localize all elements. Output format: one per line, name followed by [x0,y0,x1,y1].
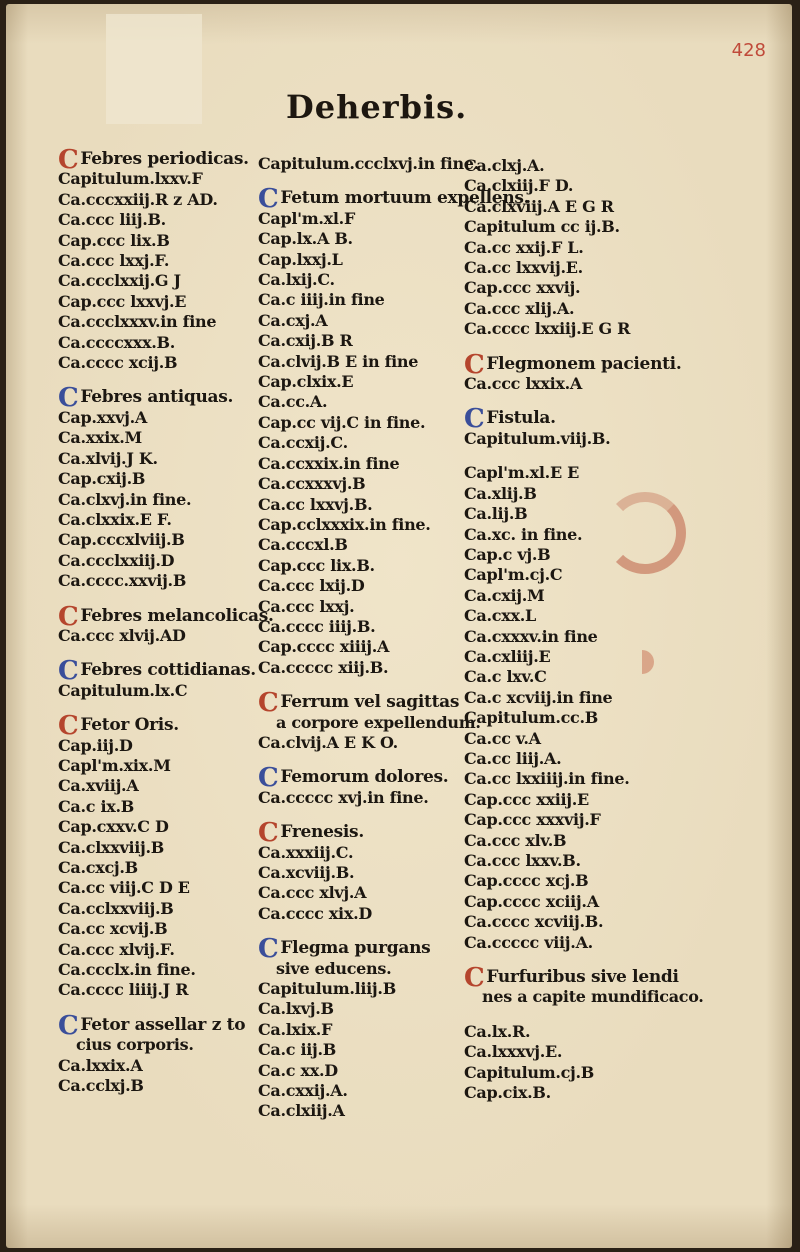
entry-text: Ca.xviij.A [58,776,139,796]
entry-reference [258,1101,463,1121]
entry-text: Ca.cc liij.A. [464,748,562,768]
entry-text: Cap.cc vij.C in fine. [258,412,426,432]
entry-reference [464,667,664,687]
entry-reference [258,1061,463,1081]
entry-reference [58,510,258,530]
entry-text: Cap.ccc lix.B. [258,555,375,575]
entry-reference [464,627,664,647]
entry-reference [258,311,463,331]
entry-text: Ca.ccclx.in fine. [58,960,196,980]
index-entry [258,818,463,924]
entry-reference [258,1020,463,1040]
entry-text: Ca.ccc xlv.B [464,830,567,850]
entry-text: Ca.ccclxxij.G J [58,271,181,291]
entry-text: Cap.ccc xxiij.E [464,789,589,809]
entry-text: Ca.xxxiij.C. [258,842,354,862]
entry-reference [58,408,258,428]
entry-reference [464,217,664,237]
entry-reference [464,463,664,483]
entry-text: sive educens. [276,958,392,978]
entry-reference [464,525,664,545]
entry-text: Febres periodicas. [80,149,249,169]
entry-text: Ca.cccc xcij.B [58,353,178,373]
entry-text: Cap.iij.D [58,735,133,755]
entry-reference [258,154,479,174]
entry-text: Ca.cxj.A [258,310,328,330]
entry-heading [58,601,274,632]
entry-text: Ca.ccc xlvij.AD [58,625,186,645]
entry-heading [258,763,463,794]
entry-text: Ca.clvij.B E in fine [258,351,419,371]
entry-reference [464,647,664,667]
entry-text: Cap.cccc xcj.B [464,871,589,891]
entry-reference [464,851,664,871]
entry-text: Ca.xlij.B [464,483,537,503]
entry-text: Ca.cc xcvij.B [58,919,168,939]
entry-text: Ca.cc lxxiiij.in fine. [464,769,630,789]
entry-reference [58,756,258,776]
entry-text: Ca.cccc lxxiij.E G R [464,319,631,339]
entry-text: Capl'm.xl.E E [464,463,580,483]
entry-text: Furfuribus sive lendi [486,967,679,988]
entry-reference [464,688,664,708]
entry-text: Ferrum vel sagittas [280,692,460,713]
index-entry [464,349,682,395]
entry-reference [258,637,463,657]
index-entry [258,934,463,1122]
entry-reference [464,565,664,585]
entry-heading [258,818,463,849]
entry-text: Ca.lxxix.A [58,1055,143,1075]
entry-text: Ca.cccxxiij.R z AD. [58,189,218,209]
index-entry [58,601,274,647]
entry-text: a corpore expellendum. [276,712,481,732]
entry-reference [58,271,258,291]
entry-reference [58,878,258,898]
rubric-pilcrow-icon: C [58,145,79,175]
index-entry [58,711,258,1001]
entry-text: Ca.ccxij.C. [258,433,348,453]
index-entry [58,383,258,591]
entry-reference [464,708,664,728]
entry-reference [258,883,463,903]
entry-text: Cap.lx.A B. [258,229,353,249]
entry-text: Capitulum cc ij.B. [464,217,620,237]
entry-heading [258,934,463,965]
entry-text: Ca.clxxviij.B [58,837,165,857]
entry-text: Ca.cxliij.E [464,646,551,666]
entry-reference [58,736,258,756]
entry-reference [464,729,664,749]
entry-reference [464,374,664,394]
entry-text: Cap.xxvj.A [58,407,148,427]
entry-text: Cap.clxix.E [258,372,354,392]
entry-text: Ca.xcviij.B. [258,863,355,882]
entry-reference [258,331,463,351]
entry-text: Fetum mortuum expellens. [280,188,530,209]
entry-reference [58,797,258,817]
entry-reference [258,392,463,412]
entry-reference [58,490,258,510]
entry-text: Cap.cccc xiiij.A [258,637,390,657]
entry-reference [58,190,258,210]
entry-text: Cap.ccc xxvij. [464,278,581,298]
entry-reference [58,530,258,550]
entry-text: Cap.cclxxxix.in fine. [258,514,431,534]
entry-reference [464,504,664,524]
entry-text: Ca.c iiij.in fine [258,290,385,310]
entry-text: Ca.lxix.F [258,1019,333,1039]
entry-heading [58,383,258,414]
entry-reference [58,169,258,189]
entry-text: Ca.cclxj.B [58,1076,144,1096]
entry-reference [258,788,463,808]
entry-text: Ca.cc lxxvij.E. [464,258,583,278]
entry-heading [58,1010,258,1041]
entry-text: Ca.cc xxij.F L. [464,237,584,257]
entry-text: Ca.clxiij.A [258,1101,345,1121]
index-column-3 [464,156,704,1117]
entry-text: Ca.lxvj.B [258,999,334,1019]
entry-text: Ca.ccccc xvj.in fine. [258,787,429,807]
entry-text: Ca.ccc xlvij.F. [58,939,175,959]
entry-reference [464,1022,664,1042]
entry-reference [464,606,664,626]
entry-text: Febres cottidianas. [80,660,256,681]
entry-text: Ca.xlvij.J K. [58,448,158,468]
entry-reference [258,352,463,372]
entry-reference [464,429,664,449]
entry-reference [58,333,258,353]
entry-text: Ca.ccc xlvj.A [258,883,367,903]
entry-text: Ca.clvij.A E K O. [258,732,398,752]
entry-text: Capitulum.lxxv.F [58,169,203,189]
entry-text: Flegma purgans [280,938,431,959]
entry-text: Ca.ccc lxij.D [258,576,365,596]
index-entry [58,1010,258,1097]
entry-reference [258,712,481,733]
entry-reference [464,987,704,1007]
page-title: Deherbis. [286,88,468,126]
entry-reference [58,292,258,312]
entry-text: Ca.cc v.A [464,728,541,748]
entry-reference [58,838,258,858]
entry-reference [58,980,258,1000]
entry-text: Capl'm.xl.F [258,208,356,228]
entry-text: Cap.ccc xxxvij.F [464,810,601,830]
entry-text: Ca.cc.A. [258,392,328,412]
entry-text: Ca.c iij.B [258,1040,337,1060]
entry-reference [258,999,463,1019]
entry-reference [58,1076,258,1096]
entry-reference [258,495,463,515]
index-entry [464,463,664,953]
entry-reference [258,658,463,678]
rubric-pilcrow-icon: C [58,711,79,742]
entry-text: Ca.ccclxxiij.D [58,550,175,570]
entry-text: Ca.cxx.L [464,606,536,626]
entry-reference [258,209,463,229]
entry-reference [258,515,463,535]
entry-reference [258,979,463,999]
rubric-pilcrow-icon: C [58,656,79,687]
entry-reference [258,959,463,979]
manuscript-page [6,4,792,1248]
entry-text: Ca.cccc liiij.J R [58,980,189,1000]
entry-reference [258,863,463,883]
entry-text: Ca.ccc lxxj. [258,596,355,616]
entry-text: Ca.cccxl.B [258,535,348,555]
entry-reference [58,919,258,939]
entry-reference [258,474,463,494]
entry-text: Frenesis. [280,822,364,843]
entry-reference [58,817,258,837]
entry-text: Ca.lxxxvj.E. [464,1042,563,1062]
entry-reference [58,571,258,591]
entry-reference [58,428,258,448]
entry-text: Cap.cix.B. [464,1083,551,1103]
entry-reference [464,831,664,851]
entry-reference [464,238,664,258]
entry-text: Capitulum.liij.B [258,979,396,999]
entry-text: Capl'm.xix.M [58,755,171,775]
entry-reference [258,372,463,392]
entry-text: Capitulum.cj.B [464,1062,595,1082]
entry-text: Cap.ccc lxxvj.E [58,291,187,311]
entry-reference [258,1081,463,1101]
entry-text: Ca.ccc lxxix.A [464,374,583,394]
entry-text: Ca.lij.B [464,504,528,524]
rubric-pilcrow-icon: C [258,688,279,719]
entry-text: Ca.lx.R. [464,1021,531,1041]
entry-text: Cap.lxxj.L [258,249,343,269]
index-entry [258,688,481,753]
entry-text: Ca.ccc xlij.A. [464,298,575,318]
entry-text: Ca.ccc lxxv.B. [464,851,581,870]
entry-reference [464,319,664,339]
index-entry [58,656,258,701]
entry-text: Fetor assellar z to [80,1014,246,1035]
entry-reference [258,556,463,576]
entry-text: Ca.lxij.C. [258,270,335,290]
paper-tab [106,14,202,124]
entry-reference [58,858,258,878]
entry-reference [464,197,664,217]
entry-text: Ca.cc viij.C D E [58,878,190,898]
entry-reference [258,290,463,310]
entry-reference [464,790,664,810]
entry-reference [258,1040,463,1060]
entry-reference [464,258,664,278]
entry-text: Ca.clxiij.F D. [464,176,574,196]
entry-reference [464,545,664,565]
entry-reference [464,156,664,176]
entry-text: Flegmonem pacienti. [486,353,682,374]
entry-text: Ca.cxij.M [464,585,545,605]
entry-reference [464,484,664,504]
entry-reference [258,535,463,555]
index-entry [464,404,664,449]
entry-reference [58,551,258,571]
entry-text: Cap.cccxlviij.B [58,530,185,550]
index-column-1 [58,145,274,1110]
entry-reference [258,413,463,433]
entry-reference [464,1042,664,1062]
entry-reference [258,904,463,924]
entry-reference [58,312,258,332]
entry-reference [58,251,258,271]
entry-text: Ca.clxxix.E F. [58,509,172,529]
entry-reference [258,576,463,596]
entry-heading [464,349,682,380]
entry-reference [58,210,258,230]
folio-number: 428 [731,40,766,61]
rubric-pilcrow-icon: C [258,184,279,215]
entry-text: Ca.ccccc xiij.B. [258,657,389,677]
entry-text: Cap.cxxv.C D [58,817,169,837]
entry-heading [464,404,664,435]
entry-text: Ca.ccc lxxj.F. [58,251,170,271]
entry-text: Ca.cccc xix.D [258,903,372,923]
entry-text: Ca.c xcviij.in fine [464,687,613,707]
entry-reference [258,433,463,453]
entry-text: Ca.clxvj.in fine. [58,489,192,509]
entry-text: Capitulum.ccclxvj.in fine. [258,154,479,173]
entry-reference [464,299,664,319]
entry-reference [58,449,258,469]
entry-text: Fistula. [486,408,556,429]
entry-text: Ca.ccclxxxv.in fine [58,312,217,332]
entry-reference [258,617,463,637]
entry-text: Ca.c xx.D [258,1060,338,1080]
entry-reference [58,1035,258,1055]
rubric-pilcrow-icon: C [464,963,485,994]
index-entry [258,154,479,174]
entry-heading [258,184,530,215]
entry-text: Ca.cccc iiij.B. [258,616,376,636]
entry-text: Fetor Oris. [80,715,179,736]
entry-text: Ca.ccccc viij.A. [464,932,593,952]
entry-text: cius corporis. [76,1035,194,1055]
entry-heading [58,656,258,687]
entry-reference [464,176,664,196]
entry-reference [258,229,463,249]
entry-text: Ca.clxj.A. [464,156,545,175]
rubric-pilcrow-icon: C [58,383,79,414]
entry-text: Ca.cxxxv.in fine [464,626,598,646]
entry-text: Ca.ccxxix.in fine [258,453,400,473]
entry-reference [464,933,664,953]
rubric-pilcrow-icon: C [258,818,279,849]
entry-reference [258,733,463,753]
entry-reference [464,586,664,606]
entry-reference [58,960,258,980]
entry-text: Capitulum.cc.B [464,708,598,728]
entry-text: Ca.xxix.M [58,428,142,448]
entry-text: Ca.xc. in fine. [464,524,583,544]
entry-reference [58,1056,258,1076]
entry-text: Febres antiquas. [80,387,234,408]
entry-heading [58,145,258,175]
entry-reference [58,626,258,646]
entry-text: Febres melancolicas. [80,605,274,626]
entry-text: Capitulum.viij.B. [464,428,611,448]
entry-text: Capitulum.lx.C [58,680,188,700]
entry-text: Ca.cccc xcviij.B. [464,912,604,932]
entry-reference [258,454,463,474]
entry-reference [58,940,258,960]
rubric-pilcrow-icon: C [258,763,279,794]
entry-text: Ca.ccccxxx.B. [58,332,176,352]
entry-text: Cap.ccc lix.B [58,230,170,250]
entry-reference [258,250,463,270]
entry-text: Cap.c vj.B [464,544,551,564]
entry-reference [258,270,463,290]
entry-text: Ca.cxcj.B [58,858,138,877]
entry-text: Ca.cclxxviij.B [58,898,174,918]
entry-text: Ca.c lxv.C [464,667,547,687]
entry-reference [464,278,664,298]
entry-reference [464,1063,664,1083]
entry-reference [464,1083,664,1103]
entry-text: Cap.cccc xciij.A [464,891,599,911]
entry-reference [464,769,664,789]
rubric-pilcrow-icon: C [464,404,485,435]
entry-text: Ca.ccc liij.B. [58,210,166,230]
entry-text: Ca.cxxij.A. [258,1081,348,1101]
entry-reference [58,353,258,373]
index-entry [258,763,463,808]
entry-text: nes a capite mundificaco. [482,987,704,1007]
entry-reference [464,892,664,912]
index-entry [58,145,258,373]
entry-text: Ca.c ix.B [58,796,134,816]
entry-reference [464,749,664,769]
entry-text: Cap.cxij.B [58,469,146,489]
entry-reference [258,597,463,617]
rubric-pilcrow-icon: C [58,601,79,632]
index-entry [464,963,704,1008]
rubric-pilcrow-icon: C [58,1010,79,1041]
entry-heading [258,688,463,719]
entry-reference [464,810,664,830]
entry-text: Ca.cccc.xxvij.B [58,571,187,591]
entry-reference [58,681,258,701]
entry-text: Femorum dolores. [280,767,449,788]
entry-heading [464,963,679,994]
index-entry [464,156,664,340]
entry-text: Ca.cc lxxvj.B. [258,494,373,514]
entry-reference [58,899,258,919]
entry-reference [58,776,258,796]
rubric-pilcrow-icon: C [464,349,485,380]
entry-reference [464,871,664,891]
entry-text: Ca.cxij.B R [258,331,353,351]
entry-heading [58,711,258,742]
entry-text: Ca.ccxxxvj.B [258,474,366,494]
rubric-pilcrow-icon: C [258,934,279,965]
index-entry [464,1022,664,1104]
entry-text: Ca.clxviij.A E G R [464,196,614,216]
entry-text: Capl'm.cj.C [464,565,563,585]
entry-reference [464,912,664,932]
entry-reference [58,469,258,489]
entry-reference [258,843,463,863]
entry-reference [58,231,258,251]
